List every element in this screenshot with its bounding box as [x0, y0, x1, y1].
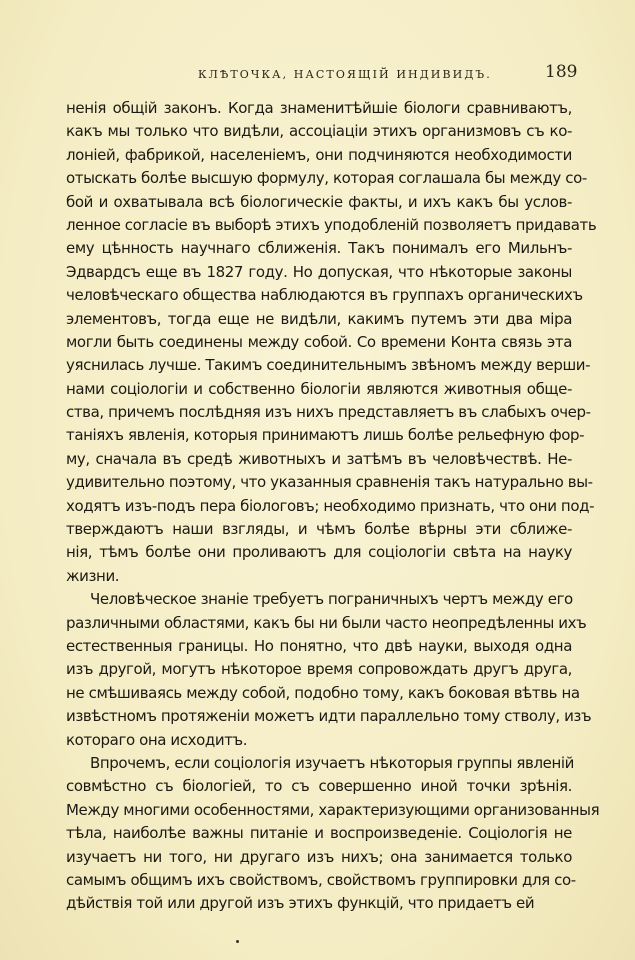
text-line: извѣстномъ протяженіи можетъ идти параллельно тому стволу, изъ [66, 707, 592, 726]
text-line: естественныя границы. Но понятно, что двѣ науки, выходя одна [66, 636, 572, 655]
text-line: таніяхъ явленія, которыя принимаютъ лишь болѣе рельефную фор- [66, 426, 585, 445]
text-line: Впрочемъ, если соціологія изучаетъ нѣкоторыя группы явленій [90, 753, 574, 772]
page-header [0, 62, 635, 84]
running-head: КЛѢТОЧКА, НАСТОЯЩІЙ ИНДИВИДЪ. [198, 68, 492, 81]
text-line: элементовъ, тогда еще не видѣли, какимъ путемъ эти два міра [66, 309, 572, 328]
paragraph [66, 97, 597, 588]
paragraph [66, 588, 592, 752]
ink-speck [236, 940, 239, 943]
text-line: совмѣстно съ біологіей, то съ совершенно иной точки зрѣнія. [66, 777, 572, 796]
text-line: Эдвардсъ еще въ 1827 году. Но допуская, что нѣкоторые законы [66, 262, 572, 281]
text-line: жизни. [66, 566, 120, 585]
text-line: различными областями, какъ бы ни были часто неопредѣленны ихъ [66, 613, 587, 632]
text-line: Человѣческое знаніе требуетъ пограничныхъ чертъ между его [90, 590, 573, 609]
text-line: Между многими особенностями, характеризующими организованныя [66, 800, 600, 819]
text-line: уяснилась лучше. Такимъ соединительнымъ звѣномъ между верши- [66, 356, 591, 375]
text-line: дѣйствія той или другой изъ этихъ функцій, что придаетъ ей [66, 894, 535, 913]
text-line: лоніей, фабрикой, населеніемъ, они подчиняются необходимости [66, 145, 572, 164]
text-line: ства, причемъ послѣдняя изъ нихъ представляетъ въ слабыхъ очер- [66, 403, 591, 422]
text-line: котораго она исходитъ. [66, 730, 248, 749]
text-line: тѣла, наиболѣе важны питаніе и воспроизведеніе. Соціологія не [66, 824, 572, 843]
text-line: ему цѣнность научнаго сближенія. Такъ понималъ его Мильнъ- [66, 239, 572, 258]
text-line: нами соціологіи и собственно біологіи являются животныя обще- [66, 379, 572, 398]
text-line: изучаетъ ни того, ни другаго изъ нихъ; она занимается только [66, 847, 572, 866]
text-line: ленное согласіе въ выборѣ этихъ уподобленій позволяетъ придавать [66, 215, 597, 234]
text-line: бой и охватывала всѣ біологическіе факты, и ихъ какъ бы услов- [66, 192, 572, 211]
text-line: человѣческаго общества наблюдаются въ группахъ органическихъ [66, 286, 583, 305]
text-line: нія, тѣмъ болѣе они проливаютъ для соціологіи свѣта на науку [66, 543, 572, 562]
text-line: не смѣшиваясь между собой, подобно тому, какъ боковая вѣтвь на [66, 683, 580, 702]
paragraphs [66, 97, 600, 916]
text-line: самымъ общимъ ихъ свойствомъ, свойствомъ группировки для со- [66, 870, 576, 889]
text-line: могли быть соединены между собой. Со времени Конта связь эта [66, 332, 572, 351]
text-line: изъ другой, могутъ нѣкоторое время сопровождать другъ друга, [66, 660, 572, 679]
text-line: удивительно поэтому, что указанныя сравненія такъ натурально вы- [66, 473, 593, 492]
text-line: отыскать болѣе высшую формулу, которая соглашала бы между со- [66, 169, 587, 188]
text-line: какъ мы только что видѣли, ассоціаціи этихъ организмовъ съ ко- [66, 122, 572, 141]
text-line: ходятъ изъ-подъ пера біологовъ; необходимо признать, что они под- [66, 496, 595, 515]
paragraph [66, 752, 600, 916]
text-line: му, сначала въ средѣ животныхъ и затѣмъ въ человѣчествѣ. Не- [66, 449, 572, 468]
text-line: тверждаютъ наши взгляды, и чѣмъ болѣе вѣрны эти сближе- [66, 520, 572, 539]
page-number: 189 [545, 62, 578, 82]
body-text [66, 97, 600, 916]
text-line: ненія общій законъ. Когда знаменитѣйшіе біологи сравниваютъ, [66, 99, 572, 117]
